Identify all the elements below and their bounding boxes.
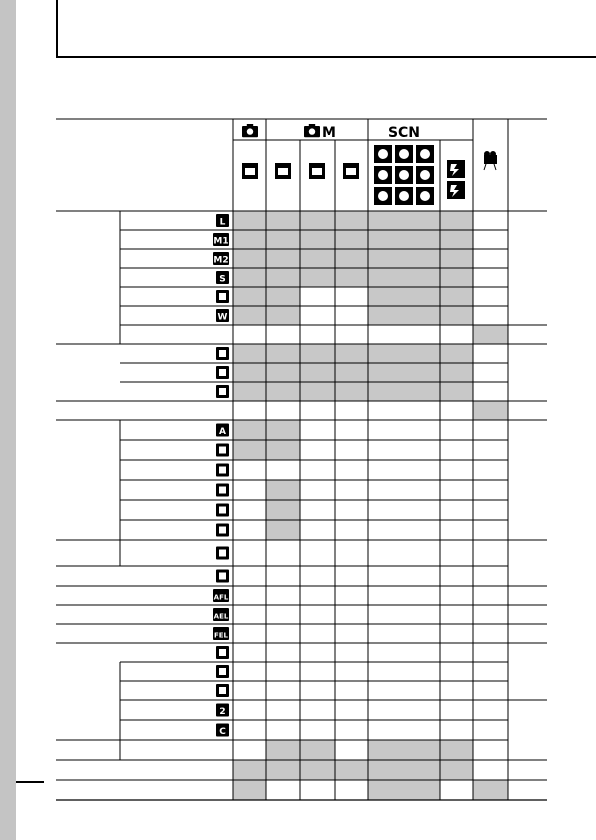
shaded-cell (267, 421, 300, 440)
mode-icon-inner (245, 168, 255, 175)
row-icon-inner (219, 293, 226, 300)
scene-mode-label: SCN (387, 125, 421, 141)
shaded-cell (336, 383, 368, 401)
mode-icon-inner (312, 168, 322, 175)
shaded-cell (474, 326, 508, 344)
camera-lens (309, 128, 315, 134)
red-eye-icon (216, 444, 229, 457)
camera-top (309, 124, 315, 127)
shaded-cell (441, 269, 473, 287)
shaded-cell (369, 741, 440, 760)
movie-reel (490, 151, 496, 157)
row-icon-inner (219, 649, 226, 656)
row-icon-label: AEL (213, 612, 229, 621)
shaded-cell (234, 421, 266, 440)
row-icon-inner (219, 350, 226, 357)
row-icon-inner (219, 388, 226, 395)
shaded-cell (441, 231, 473, 249)
camera-auto-icon (242, 163, 258, 179)
snow-icon (416, 166, 434, 184)
portrait-icon (374, 145, 392, 163)
shaded-cell (369, 212, 440, 230)
shaded-cell (234, 307, 266, 325)
small-size-icon (216, 271, 229, 285)
shaded-cell (336, 345, 368, 363)
shaded-cell (267, 250, 300, 268)
shaded-cell (369, 307, 440, 325)
stitch-assist-icon (343, 163, 359, 179)
shaded-cell (234, 364, 266, 382)
foliage-icon (395, 166, 413, 184)
shaded-cell (474, 402, 508, 420)
scene-icon-mark (399, 170, 409, 180)
shaded-cell (441, 212, 473, 230)
medium2-size-icon (213, 252, 229, 266)
kids-pets-icon (416, 145, 434, 163)
continuous-icon (216, 665, 229, 678)
camera-icon (242, 124, 258, 137)
beach-icon (374, 187, 392, 205)
shaded-cell (369, 781, 440, 800)
shaded-cell (234, 345, 266, 363)
shaded-cell (234, 383, 266, 401)
shaded-cell (441, 307, 473, 325)
shaded-cell (336, 250, 368, 268)
shaded-cell (369, 383, 440, 401)
mode-icon-inner (278, 168, 288, 175)
shaded-cell (441, 761, 473, 780)
movie-reel (484, 151, 490, 157)
shaded-cell (301, 761, 335, 780)
shaded-cell (234, 250, 266, 268)
ae-lock-icon (213, 608, 229, 621)
shaded-cell (441, 383, 473, 401)
movie-leg (494, 164, 496, 170)
row-icon-inner (219, 467, 226, 474)
night-snapshot-icon (395, 145, 413, 163)
scene-icon-mark (378, 149, 388, 159)
manual-mode-label: M (322, 125, 336, 141)
shaded-cell (267, 441, 300, 460)
camera-manual-icon (275, 163, 291, 179)
row-icon-inner (219, 369, 226, 376)
row-icon-label: 2 (219, 707, 226, 717)
custom-timer-icon (216, 724, 229, 738)
row-icon-inner (219, 507, 226, 514)
shaded-cell (267, 307, 300, 325)
camera-lens (247, 128, 253, 134)
flash-off-person-icon (216, 524, 229, 537)
normal-icon (216, 385, 229, 398)
shaded-cell (369, 761, 440, 780)
shaded-cell (336, 761, 368, 780)
slow-sync-icon (216, 504, 229, 517)
macro-icon (216, 547, 229, 560)
shaded-cell (301, 741, 335, 760)
row-icon-inner (219, 447, 226, 454)
shaded-cell (267, 269, 300, 287)
shaded-cell (301, 250, 335, 268)
shaded-cell (336, 212, 368, 230)
scene-icon-mark (399, 149, 409, 159)
shaded-cell (301, 269, 335, 287)
shaded-cell (267, 364, 300, 382)
shaded-cell (267, 761, 300, 780)
large-size-icon (216, 214, 229, 228)
row-icon-inner (219, 573, 226, 580)
medium1-size-icon (213, 233, 229, 247)
shaded-cell (267, 212, 300, 230)
row-icon-label: L (219, 217, 226, 228)
shaded-cell (301, 231, 335, 249)
shaded-cell (267, 231, 300, 249)
widescreen-size-icon (216, 309, 229, 323)
movie-leg (484, 164, 486, 170)
superfine-icon (216, 347, 229, 360)
shaded-cell (336, 364, 368, 382)
shaded-cell (234, 781, 266, 800)
movie-camera-icon (484, 151, 497, 170)
camera-top (247, 124, 253, 127)
fine-icon (216, 366, 229, 379)
shaded-cell (267, 345, 300, 363)
shaded-cell (441, 288, 473, 306)
af-lock-icon (213, 589, 229, 602)
single-shot-icon (216, 646, 229, 659)
shaded-cell (301, 212, 335, 230)
shaded-cell (234, 441, 266, 460)
shaded-cell (441, 741, 473, 760)
shaded-cell (234, 761, 266, 780)
shaded-cell (336, 269, 368, 287)
row-icon-label: AFL (213, 593, 229, 602)
row-icon-inner (219, 668, 226, 675)
self-timer-2s-icon (216, 704, 229, 718)
auto-flash-icon (216, 424, 229, 438)
shaded-cell (301, 345, 335, 363)
postcard-size-icon (216, 290, 229, 303)
scene-icon-mark (420, 191, 430, 201)
scene-icon-mark (420, 170, 430, 180)
shaded-cell (369, 250, 440, 268)
indoor-icon (374, 166, 392, 184)
shaded-cell (441, 250, 473, 268)
row-icon-label: W (217, 312, 228, 323)
shaded-cell (267, 481, 300, 500)
color-swap-icon (447, 181, 465, 199)
shaded-cell (369, 231, 440, 249)
shaded-cell (301, 364, 335, 382)
row-icon-label: FEL (213, 631, 229, 640)
shaded-cell (369, 345, 440, 363)
flash-on-icon (216, 484, 229, 497)
row-icon-inner (219, 487, 226, 494)
row-icon-label: A (219, 427, 226, 437)
shaded-cell (441, 345, 473, 363)
shaded-cell (369, 364, 440, 382)
row-icon-inner (219, 687, 226, 694)
shaded-cell (301, 383, 335, 401)
camera-icon (304, 124, 320, 137)
shaded-cell (267, 288, 300, 306)
shaded-cell (369, 269, 440, 287)
row-icon-label: M2 (213, 255, 229, 266)
shaded-cell (234, 231, 266, 249)
infinity-icon (216, 570, 229, 583)
row-icon-inner (219, 550, 226, 557)
scene-icon-mark (420, 149, 430, 159)
shaded-cell (336, 231, 368, 249)
row-icon-label: C (219, 727, 226, 737)
scene-icon-mark (399, 191, 409, 201)
fireworks-icon (395, 187, 413, 205)
shaded-cell (369, 288, 440, 306)
red-eye-auto-flash-icon (216, 464, 229, 477)
shaded-cell (234, 288, 266, 306)
underwater-icon (416, 187, 434, 205)
scene-icon-mark (378, 191, 388, 201)
scene-icon-mark (378, 170, 388, 180)
shaded-cell (234, 269, 266, 287)
fe-lock-icon (213, 627, 229, 640)
shaded-cell (267, 501, 300, 520)
self-timer-10s-icon (216, 684, 229, 697)
shaded-cell (267, 383, 300, 401)
row-icon-label: M1 (213, 236, 229, 247)
shaded-cell (441, 364, 473, 382)
row-icon-inner (219, 527, 226, 534)
shaded-cell (267, 521, 300, 540)
shaded-cell (474, 781, 508, 800)
mode-icon-inner (346, 168, 356, 175)
digital-macro-icon (309, 163, 325, 179)
shaded-cell (234, 212, 266, 230)
row-icon-label: S (219, 274, 226, 285)
shaded-cell (267, 741, 300, 760)
color-accent-icon (447, 160, 465, 178)
